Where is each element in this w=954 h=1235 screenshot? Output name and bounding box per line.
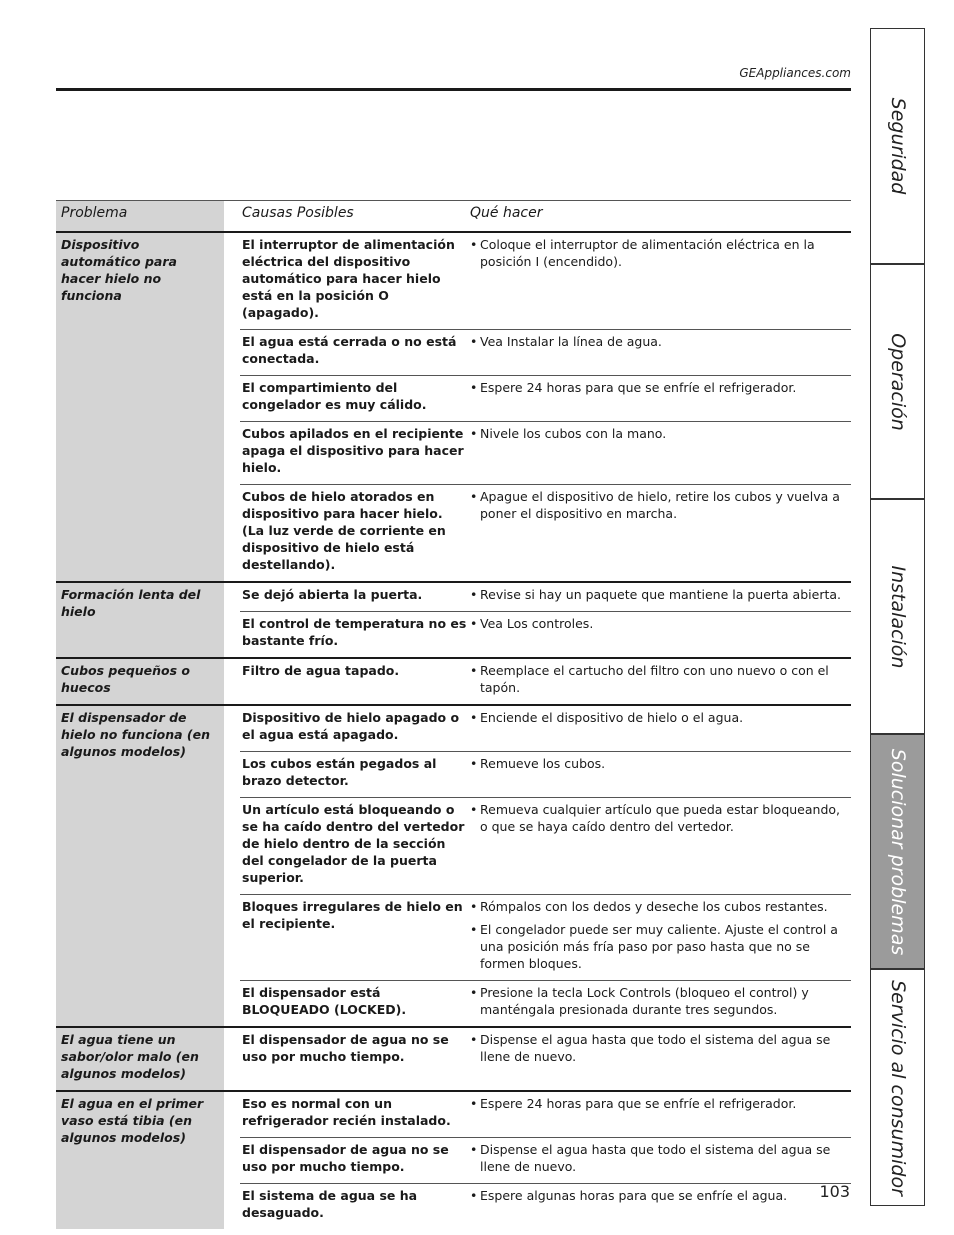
table-row bbox=[240, 485, 851, 581]
table-header bbox=[56, 200, 851, 233]
remedy-text: Dispense el agua hasta que todo el sistema del agua se llene de nuevo. bbox=[480, 1032, 831, 1064]
table-row bbox=[240, 706, 851, 752]
problem-group bbox=[56, 659, 851, 706]
cause-text: Se dejó abierta la puerta. bbox=[242, 587, 423, 602]
remedy-item bbox=[470, 615, 851, 632]
tab-servicio-al-consumidor[interactable] bbox=[871, 970, 924, 1205]
tab-operacion[interactable] bbox=[871, 265, 924, 500]
remedy-item bbox=[470, 333, 851, 350]
table-row bbox=[240, 1092, 851, 1138]
problem-label: Cubos pequeños o huecos bbox=[56, 659, 224, 704]
remedy-text: Dispense el agua hasta que todo el sistema del agua se llene de nuevo. bbox=[480, 1142, 831, 1174]
cause-text: El compartimiento del congelador es muy cálido. bbox=[242, 380, 427, 412]
remedy-cell bbox=[468, 333, 851, 367]
bullet-icon: • bbox=[470, 426, 478, 441]
bullet-icon: • bbox=[470, 1188, 478, 1203]
remedy-item bbox=[470, 1095, 851, 1112]
remedy-item bbox=[470, 1187, 851, 1204]
table-row bbox=[240, 752, 851, 798]
table-row bbox=[240, 233, 851, 330]
remedy-cell bbox=[468, 755, 851, 789]
cause-rows bbox=[240, 1028, 851, 1090]
remedy-text: Presione la tecla Lock Controls (bloqueo el control) y manténgala presionada durante tres segundos. bbox=[480, 985, 809, 1017]
header-causes: Causas Posibles bbox=[242, 205, 354, 221]
table-row bbox=[240, 1184, 851, 1229]
header-problem: Problema bbox=[56, 201, 224, 231]
page-number: 103 bbox=[819, 1182, 850, 1201]
tab-seguridad[interactable] bbox=[871, 29, 924, 265]
bullet-icon: • bbox=[470, 899, 478, 914]
remedy-text: Rómpalos con los dedos y deseche los cubos restantes. bbox=[480, 899, 828, 914]
site-url: GEAppliances.com bbox=[739, 66, 851, 80]
remedy-item bbox=[470, 662, 851, 696]
tab-instalacion[interactable] bbox=[871, 500, 924, 735]
cause-text: Cubos de hielo atorados en dispositivo para hacer hielo. (La luz verde de corriente en dispositivo de hielo está destellando). bbox=[242, 489, 446, 572]
bullet-icon: • bbox=[470, 1096, 478, 1111]
remedy-item bbox=[470, 709, 851, 726]
remedy-cell bbox=[468, 488, 851, 573]
remedy-item bbox=[470, 1031, 851, 1065]
remedy-item bbox=[470, 488, 851, 522]
cause-rows bbox=[240, 1092, 851, 1229]
remedy-text: Espere 24 horas para que se enfríe el refrigerador. bbox=[480, 380, 797, 395]
remedy-text: Espere 24 horas para que se enfríe el refrigerador. bbox=[480, 1096, 797, 1111]
remedy-cell bbox=[468, 379, 851, 413]
remedy-cell bbox=[468, 984, 851, 1018]
remedy-cell bbox=[468, 236, 851, 321]
tab-label: Servicio al consumidor bbox=[886, 979, 909, 1196]
table-row bbox=[240, 376, 851, 422]
table-row bbox=[240, 1138, 851, 1184]
remedy-text: Remueva cualquier artículo que pueda estar bloqueando, o que se haya caído dentro del vertedor. bbox=[480, 802, 841, 834]
problem-group bbox=[56, 1092, 851, 1229]
bullet-icon: • bbox=[470, 756, 478, 771]
table-row bbox=[240, 1028, 851, 1073]
remedy-item bbox=[470, 586, 851, 603]
remedy-text: Vea Los controles. bbox=[480, 616, 594, 631]
cause-text: Eso es normal con un refrigerador recién instalado. bbox=[242, 1096, 451, 1128]
problem-group bbox=[56, 233, 851, 583]
remedy-cell bbox=[468, 1141, 851, 1175]
table-row bbox=[240, 659, 851, 704]
table-row bbox=[240, 422, 851, 485]
cause-text: Un artículo está bloqueando o se ha caído dentro del vertedor de hielo dentro de la sección del congelador de la puerta superior. bbox=[242, 802, 465, 885]
remedy-cell bbox=[468, 425, 851, 476]
bullet-icon: • bbox=[470, 334, 478, 349]
cause-text: El sistema de agua se ha desaguado. bbox=[242, 1188, 418, 1220]
bullet-icon: • bbox=[470, 1142, 478, 1157]
remedy-item bbox=[470, 1141, 851, 1175]
bullet-icon: • bbox=[470, 922, 478, 937]
troubleshooting-table bbox=[56, 200, 851, 1229]
cause-text: El agua está cerrada o no está conectada. bbox=[242, 334, 457, 366]
remedy-item bbox=[470, 921, 851, 972]
remedy-text: Nivele los cubos con la mano. bbox=[480, 426, 667, 441]
cause-text: El control de temperatura no es bastante frío. bbox=[242, 616, 467, 648]
top-rule bbox=[56, 88, 851, 91]
remedy-cell bbox=[468, 586, 851, 603]
remedy-cell bbox=[468, 898, 851, 972]
remedy-text: Revise si hay un paquete que mantiene la puerta abierta. bbox=[480, 587, 841, 602]
remedy-cell bbox=[468, 662, 851, 696]
table-row bbox=[240, 583, 851, 612]
table-row bbox=[240, 798, 851, 895]
bullet-icon: • bbox=[470, 380, 478, 395]
remedy-item bbox=[470, 425, 851, 442]
remedy-text: Apague el dispositivo de hielo, retire los cubos y vuelva a poner el dispositivo en marcha. bbox=[480, 489, 840, 521]
remedy-cell bbox=[468, 1031, 851, 1065]
header-what: Qué hacer bbox=[470, 205, 543, 221]
remedy-text: Vea Instalar la línea de agua. bbox=[480, 334, 662, 349]
bullet-icon: • bbox=[470, 710, 478, 725]
bullet-icon: • bbox=[470, 237, 478, 252]
bullet-icon: • bbox=[470, 616, 478, 631]
bullet-icon: • bbox=[470, 587, 478, 602]
tab-label: Operación bbox=[886, 332, 909, 431]
bullet-icon: • bbox=[470, 489, 478, 504]
remedy-item bbox=[470, 801, 851, 835]
cause-text: Los cubos están pegados al brazo detector. bbox=[242, 756, 437, 788]
cause-text: Bloques irregulares de hielo en el recipiente. bbox=[242, 899, 463, 931]
remedy-item bbox=[470, 755, 851, 772]
remedy-item bbox=[470, 236, 851, 270]
remedy-item bbox=[470, 984, 851, 1018]
cause-text: El dispensador de agua no se uso por mucho tiempo. bbox=[242, 1032, 449, 1064]
problem-group bbox=[56, 706, 851, 1028]
tab-label: Instalación bbox=[886, 565, 909, 668]
cause-rows bbox=[240, 659, 851, 704]
table-body bbox=[56, 233, 851, 1229]
remedy-text: Espere algunas horas para que se enfríe el agua. bbox=[480, 1188, 788, 1203]
bullet-icon: • bbox=[470, 802, 478, 817]
section-tabs bbox=[870, 28, 925, 1206]
remedy-cell bbox=[468, 801, 851, 886]
tab-label: Seguridad bbox=[886, 97, 909, 195]
table-row bbox=[240, 612, 851, 657]
remedy-cell bbox=[468, 709, 851, 743]
remedy-item bbox=[470, 379, 851, 396]
bullet-icon: • bbox=[470, 985, 478, 1000]
remedy-text: Coloque el interruptor de alimentación eléctrica en la posición I (encendido). bbox=[480, 237, 815, 269]
problem-label: El agua en el primer vaso está tibia (en algunos modelos) bbox=[56, 1092, 224, 1229]
problem-label: El agua tiene un sabor/olor malo (en algunos modelos) bbox=[56, 1028, 224, 1090]
remedy-text: Reemplace el cartucho del filtro con uno nuevo o con el tapón. bbox=[480, 663, 829, 695]
cause-text: El dispensador de agua no se uso por mucho tiempo. bbox=[242, 1142, 449, 1174]
cause-rows bbox=[240, 583, 851, 657]
remedy-cell bbox=[468, 615, 851, 649]
problem-label: Formación lenta del hielo bbox=[56, 583, 224, 657]
remedy-text: El congelador puede ser muy caliente. Ajuste el control a una posición más fría paso por paso hasta que no se formen bloques. bbox=[480, 922, 838, 971]
table-row bbox=[240, 330, 851, 376]
cause-text: Dispositivo de hielo apagado o el agua está apagado. bbox=[242, 710, 460, 742]
remedy-item bbox=[470, 898, 851, 915]
problem-group bbox=[56, 583, 851, 659]
tab-label: Solucionar problemas bbox=[886, 748, 909, 955]
table-row bbox=[240, 981, 851, 1026]
remedy-cell bbox=[468, 1187, 851, 1221]
problem-label: El dispensador de hielo no funciona (en algunos modelos) bbox=[56, 706, 224, 1026]
tab-solucionar-problemas[interactable] bbox=[871, 735, 924, 970]
remedy-cell bbox=[468, 1095, 851, 1129]
cause-text: El interruptor de alimentación eléctrica del dispositivo automático para hacer hielo está en la posición O (apagado). bbox=[242, 237, 455, 320]
cause-rows bbox=[240, 233, 851, 581]
cause-text: Cubos apilados en el recipiente apaga el dispositivo para hacer hielo. bbox=[242, 426, 464, 475]
cause-text: Filtro de agua tapado. bbox=[242, 663, 400, 678]
bullet-icon: • bbox=[470, 1032, 478, 1047]
cause-rows bbox=[240, 706, 851, 1026]
bullet-icon: • bbox=[470, 663, 478, 678]
cause-text: El dispensador está BLOQUEADO (LOCKED). bbox=[242, 985, 407, 1017]
problem-group bbox=[56, 1028, 851, 1092]
remedy-text: Enciende el dispositivo de hielo o el agua. bbox=[480, 710, 744, 725]
table-row bbox=[240, 895, 851, 981]
problem-label: Dispositivo automático para hacer hielo no funciona bbox=[56, 233, 224, 581]
remedy-text: Remueve los cubos. bbox=[480, 756, 606, 771]
